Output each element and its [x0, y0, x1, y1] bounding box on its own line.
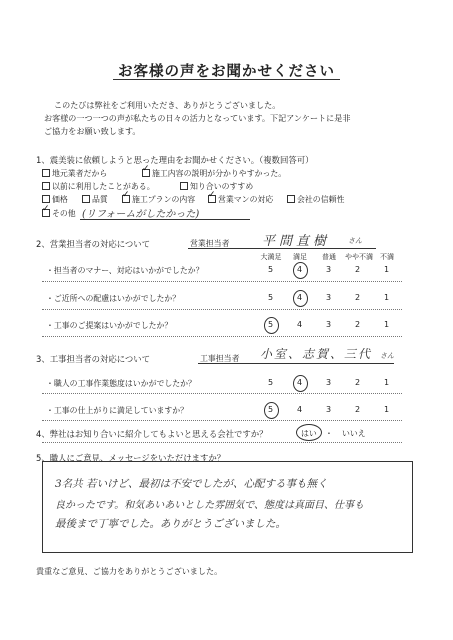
q4-no-option[interactable]: いいえ	[342, 429, 366, 438]
row-separator	[42, 281, 402, 282]
checkbox-checked-icon[interactable]	[42, 209, 50, 217]
q2-manner-score-5[interactable]: 5	[267, 265, 274, 274]
score-header-very-satisfied: 大満足	[260, 253, 282, 261]
intro-line-1: このたびは弊社をご利用いただき、ありがとうございました。	[54, 100, 281, 110]
q3-item-attitude: ・職人の工事作業態度はいかがでしたか？	[46, 379, 196, 388]
page-title: お客様の声をお聞かせください	[118, 64, 335, 80]
row-separator	[42, 420, 402, 421]
q2-neighbors-score-3[interactable]: 3	[325, 293, 332, 302]
q4-answer-circle	[296, 424, 322, 441]
checkbox-icon[interactable]	[42, 169, 50, 177]
q3-finish-selected-circle	[264, 402, 279, 419]
checkbox-icon[interactable]	[82, 195, 90, 203]
q3-attitude-selected-circle	[293, 375, 308, 392]
message-box[interactable]	[42, 461, 413, 553]
message-line-2: 良かったです。和気あいあいとした雰囲気で、態度は真面目、仕事も	[55, 500, 364, 511]
q3-attitude-score-2[interactable]: 2	[354, 378, 361, 387]
checkbox-icon[interactable]	[42, 182, 50, 190]
q1-other-underline	[80, 219, 250, 220]
q3-person-name: 小室、志賀、三代	[260, 347, 373, 361]
q2-item-proposal: ・工事のご提案はいかがでしたか？	[46, 321, 173, 330]
q4-question: 4、弊社はお知り合いに紹介してもよいと思える会社ですか？	[36, 429, 268, 439]
q1-question: 1、震美装に依頼しようと思った理由をお聞かせください。（複数回答可）	[36, 155, 314, 165]
q2-item-manner: ・担当者のマナー、対応はいかがでしたか？	[46, 266, 204, 275]
q2-manner-selected-circle	[293, 262, 308, 279]
q2-manner-score-3[interactable]: 3	[325, 265, 332, 274]
checkbox-icon[interactable]	[180, 182, 188, 190]
checkbox-checked-icon[interactable]	[122, 195, 130, 203]
score-header-somewhat-dissatisfied: やや不満	[345, 253, 373, 261]
row-separator	[42, 336, 402, 337]
checkbox-icon[interactable]	[42, 195, 50, 203]
q3-attitude-score-5[interactable]: 5	[267, 378, 274, 387]
q3-attitude-score-3[interactable]: 3	[325, 378, 332, 387]
q2-person-name: 平間直樹	[262, 234, 331, 249]
q1-option-quality[interactable]: 品質	[82, 194, 108, 205]
q3-attitude-score-4[interactable]: 4	[296, 378, 303, 387]
q1-other-answer: (リフォームがしたかった)	[82, 209, 200, 220]
q2-proposal-score-2[interactable]: 2	[354, 320, 361, 329]
q3-item-finish: ・工事の仕上がりに満足していますか？	[46, 406, 189, 415]
q2-neighbors-score-4[interactable]: 4	[296, 293, 303, 302]
q3-person-label: 工事担当者	[200, 354, 240, 363]
q2-proposal-score-1[interactable]: 1	[383, 320, 390, 329]
score-header-normal: 普通	[322, 253, 336, 261]
q2-neighbors-selected-circle	[293, 290, 308, 307]
q3-question: 3、工事担当者の対応について	[36, 354, 151, 364]
row-separator	[42, 393, 402, 394]
q2-question: 2、営業担当者の対応について	[36, 239, 151, 249]
q3-finish-score-1[interactable]: 1	[383, 405, 390, 414]
q3-finish-score-3[interactable]: 3	[325, 405, 332, 414]
q2-proposal-score-4[interactable]: 4	[296, 320, 303, 329]
q4-separator-dot: ・	[325, 429, 333, 438]
q2-proposal-selected-circle	[264, 317, 279, 334]
q1-option-plan[interactable]: ✓ 施工プランの内容	[122, 194, 195, 205]
q1-option-sales[interactable]: ✓ 営業マンの対応	[208, 194, 273, 205]
title-underline	[113, 79, 340, 80]
q3-finish-score-5[interactable]: 5	[267, 405, 274, 414]
q4-yes-option[interactable]: はい	[301, 429, 317, 438]
q2-person-underline	[188, 248, 376, 249]
q1-option-referral[interactable]: 知り合いのすすめ	[180, 181, 253, 192]
q3-person-underline	[198, 363, 394, 364]
q1-option-repeat[interactable]: 以前に利用したことがある。	[42, 181, 155, 192]
q1-option-trust[interactable]: 会社の信頼性	[287, 194, 344, 205]
q5-question: 5、職人にご意見、メッセージをいただけますか？	[36, 453, 226, 463]
q1-option-price[interactable]: 価格	[42, 194, 68, 205]
checkbox-icon[interactable]	[287, 195, 295, 203]
q2-neighbors-score-2[interactable]: 2	[354, 293, 361, 302]
intro-line-3: ご協力をお願い致します。	[44, 126, 141, 136]
q2-person-label: 営業担当者	[190, 239, 230, 248]
q1-option-local[interactable]: 地元業者だから	[42, 168, 107, 179]
q2-manner-score-4[interactable]: 4	[296, 265, 303, 274]
q2-neighbors-score-1[interactable]: 1	[383, 293, 390, 302]
row-separator	[42, 309, 402, 310]
q1-option-other[interactable]: ✓その他	[42, 208, 76, 219]
q2-manner-score-2[interactable]: 2	[354, 265, 361, 274]
row-separator	[42, 442, 402, 443]
q2-item-neighbors: ・ご近所への配慮はいかがでしたか？	[46, 294, 181, 303]
q2-honorific: さん	[348, 237, 362, 245]
checkbox-checked-icon[interactable]	[142, 169, 150, 177]
closing-text: 貴重なご意見、ご協力をありがとうございました。	[36, 566, 223, 576]
q2-proposal-score-5[interactable]: 5	[267, 320, 274, 329]
q2-proposal-score-3[interactable]: 3	[325, 320, 332, 329]
q2-manner-score-1[interactable]: 1	[383, 265, 390, 274]
score-header-dissatisfied: 不満	[380, 253, 394, 261]
message-line-3: 最後まで丁寧でした。ありがとうございました。	[55, 518, 286, 530]
checkbox-checked-icon[interactable]	[208, 195, 216, 203]
q3-finish-score-4[interactable]: 4	[296, 405, 303, 414]
q3-attitude-score-1[interactable]: 1	[383, 378, 390, 387]
q3-honorific: さん	[380, 352, 394, 360]
q1-option-explanation[interactable]: ✓ 施工内容の説明が分かりやすかった。	[142, 168, 286, 179]
message-line-1: 3名共 若いけど、最初は不安でしたが、心配する事も無く	[55, 478, 328, 490]
score-header-satisfied: 満足	[293, 253, 307, 261]
q3-finish-score-2[interactable]: 2	[354, 405, 361, 414]
q2-neighbors-score-5[interactable]: 5	[267, 293, 274, 302]
intro-line-2: お客様の一つ一つの声が私たちの日々の活力となっています。下記アンケートに是非	[44, 113, 351, 123]
